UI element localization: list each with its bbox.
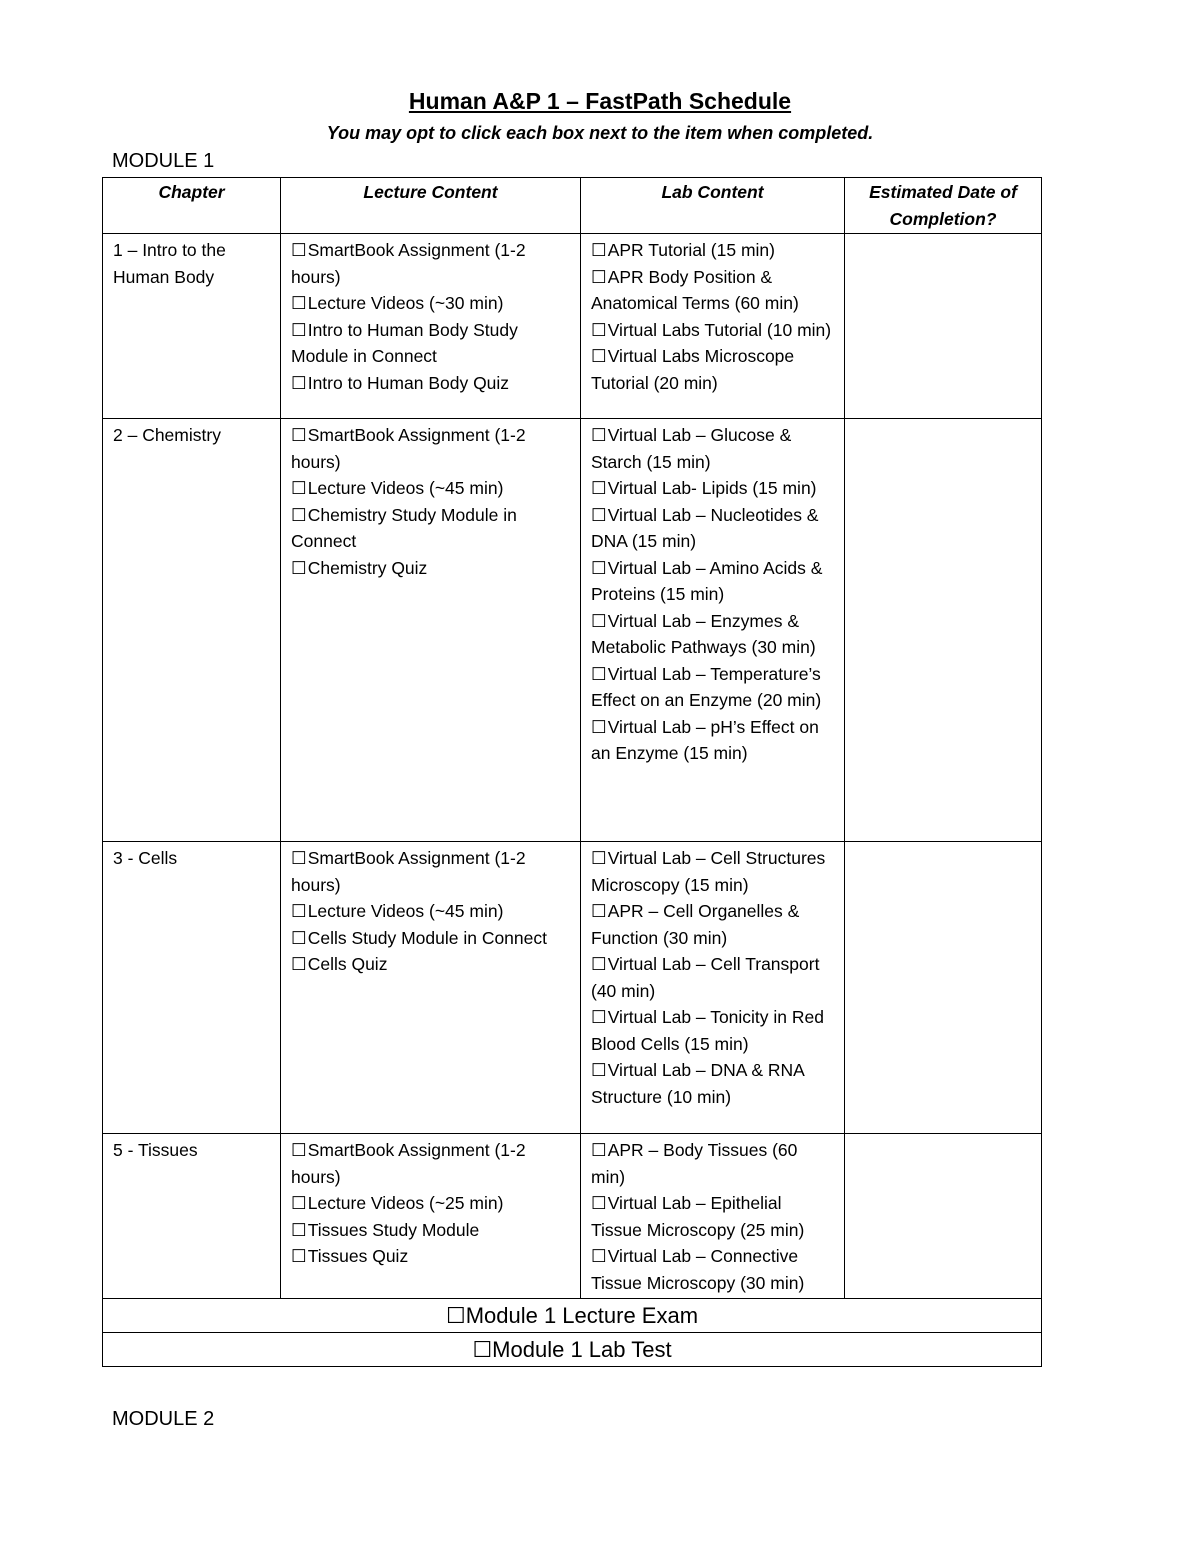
lab-checklist-item[interactable] — [591, 502, 836, 555]
estimated-date-cell[interactable] — [845, 419, 1042, 842]
checkbox-icon[interactable]: ☐ — [591, 610, 607, 631]
checkbox-icon[interactable]: ☐ — [591, 1007, 607, 1027]
table-header-row — [103, 178, 1042, 234]
lecture-checklist-item[interactable] — [291, 845, 572, 898]
lab-checklist-item[interactable] — [591, 237, 836, 264]
estimated-date-cell[interactable] — [845, 1134, 1042, 1299]
checkbox-icon[interactable]: ☐ — [291, 1246, 307, 1266]
column-header-estimated-date: Estimated Date of Completion? — [845, 178, 1042, 234]
lab-item-label: Virtual Lab – Cell Transport (40 min) — [591, 954, 820, 1001]
lecture-checklist-item[interactable] — [291, 951, 572, 978]
lab-item-label: Virtual Lab – Cell Structures Microscopy (15 min) — [591, 848, 826, 895]
checkbox-icon[interactable]: ☐ — [591, 1140, 607, 1160]
lab-checklist-item[interactable] — [591, 714, 836, 767]
module-1-heading: MODULE 1 — [112, 150, 215, 172]
module-1-schedule-table — [102, 177, 1042, 1367]
checkbox-icon[interactable]: ☐ — [445, 1303, 466, 1328]
lecture-exam-row — [103, 1299, 1042, 1333]
checkbox-icon[interactable]: ☐ — [291, 293, 307, 313]
checkbox-icon[interactable]: ☐ — [291, 240, 307, 260]
lecture-item-label: Cells Quiz — [307, 954, 388, 974]
lab-checklist-item[interactable] — [591, 264, 836, 317]
estimated-date-cell[interactable] — [845, 234, 1042, 419]
checkbox-icon[interactable]: ☐ — [291, 504, 307, 525]
checkbox-icon[interactable]: ☐ — [591, 1060, 607, 1080]
lecture-content-cell — [281, 842, 581, 1134]
lab-checklist-item[interactable] — [591, 343, 836, 396]
checkbox-icon[interactable]: ☐ — [472, 1337, 493, 1362]
lecture-checklist-item[interactable] — [291, 317, 572, 370]
document-subtitle: You may opt to click each box next to the item when completed. — [326, 123, 874, 143]
checkbox-icon[interactable]: ☐ — [591, 848, 607, 868]
lab-item-label: Virtual Labs Microscope Tutorial (20 min) — [591, 346, 795, 393]
checkbox-icon[interactable]: ☐ — [291, 372, 307, 393]
checkbox-icon[interactable]: ☐ — [591, 346, 607, 366]
lecture-item-label: Lecture Videos (~25 min) — [307, 1193, 504, 1213]
checkbox-icon[interactable]: ☐ — [591, 504, 607, 525]
lecture-checklist-item[interactable] — [291, 502, 572, 555]
lecture-checklist-item[interactable] — [291, 1190, 572, 1217]
checkbox-icon[interactable]: ☐ — [591, 557, 607, 578]
lab-item-label: Virtual Lab – Epithelial Tissue Microscopy (25 min) — [591, 1193, 805, 1240]
checkbox-icon[interactable]: ☐ — [291, 848, 307, 868]
lecture-item-label: SmartBook Assignment (1-2 hours) — [291, 1140, 526, 1187]
lecture-item-label: Intro to Human Body Quiz — [307, 372, 510, 393]
lab-checklist-item[interactable] — [591, 845, 836, 898]
lab-test-row — [103, 1333, 1042, 1367]
schedule-body — [103, 234, 1042, 1299]
chapter-cell: 2 – Chemistry — [103, 419, 281, 842]
estimated-date-cell[interactable] — [845, 842, 1042, 1134]
lab-item-label: Virtual Labs Tutorial (10 min) — [607, 319, 832, 340]
checkbox-icon[interactable]: ☐ — [591, 954, 607, 974]
lecture-checklist-item[interactable] — [291, 1137, 572, 1190]
chapter-cell: 3 - Cells — [103, 842, 281, 1134]
lab-item-label: APR – Body Tissues (60 min) — [591, 1140, 798, 1187]
checkbox-icon[interactable]: ☐ — [591, 240, 607, 260]
lab-checklist-item[interactable] — [591, 1004, 836, 1057]
table-row — [103, 234, 1042, 419]
lab-content-cell — [581, 234, 845, 419]
lab-content-cell — [581, 419, 845, 842]
checkbox-icon[interactable]: ☐ — [291, 927, 307, 948]
checkbox-icon[interactable]: ☐ — [591, 266, 607, 287]
lab-checklist-item[interactable] — [591, 317, 836, 344]
lecture-item-label: Tissues Quiz — [307, 1246, 409, 1266]
lab-test-cell[interactable] — [103, 1333, 1042, 1367]
lecture-exam-cell[interactable] — [103, 1299, 1042, 1333]
lab-checklist-item[interactable] — [591, 475, 836, 502]
checkbox-icon[interactable]: ☐ — [591, 663, 607, 684]
lecture-checklist-item[interactable] — [291, 475, 572, 502]
checkbox-icon[interactable]: ☐ — [291, 1219, 307, 1240]
lab-item-label: APR Body Position & Anatomical Terms (60 min) — [591, 266, 799, 313]
checkbox-icon[interactable]: ☐ — [291, 901, 307, 921]
lab-content-cell — [581, 1134, 845, 1299]
checkbox-icon[interactable]: ☐ — [291, 1140, 307, 1160]
lecture-item-label: Chemistry Quiz — [307, 557, 428, 578]
lecture-content-cell — [281, 1134, 581, 1299]
lab-checklist-item[interactable] — [591, 1190, 836, 1243]
lab-checklist-item[interactable] — [591, 1137, 836, 1190]
lab-item-label: APR – Cell Organelles & Function (30 min) — [591, 901, 800, 948]
checkbox-icon[interactable]: ☐ — [291, 1193, 307, 1213]
lab-item-label: Virtual Lab – Enzymes & Metabolic Pathways (30 min) — [591, 610, 816, 657]
checkbox-icon[interactable]: ☐ — [591, 1193, 607, 1213]
document-title: Human A&P 1 – FastPath Schedule — [408, 88, 792, 114]
column-header-lab-content: Lab Content — [581, 178, 845, 234]
checkbox-icon[interactable]: ☐ — [291, 425, 307, 445]
lecture-item-label: Intro to Human Body Study Module in Connect — [291, 319, 518, 366]
lab-checklist-item[interactable] — [591, 555, 836, 608]
lecture-item-label: Chemistry Study Module in Connect — [291, 504, 517, 551]
lecture-checklist-item[interactable] — [291, 1217, 572, 1244]
lecture-checklist-item[interactable] — [291, 925, 572, 952]
lecture-item-label: SmartBook Assignment (1-2 hours) — [291, 425, 526, 472]
lecture-item-label: Lecture Videos (~30 min) — [307, 293, 504, 313]
lecture-item-label: SmartBook Assignment (1-2 hours) — [291, 848, 526, 895]
module-2-heading: MODULE 2 — [112, 1408, 215, 1430]
lab-test-label: Module 1 Lab Test — [492, 1337, 672, 1362]
checkbox-icon[interactable]: ☐ — [291, 954, 307, 974]
lab-checklist-item[interactable] — [591, 608, 836, 661]
table-row — [103, 1134, 1042, 1299]
table-row — [103, 842, 1042, 1134]
checkbox-icon[interactable]: ☐ — [291, 557, 307, 578]
checkbox-icon[interactable]: ☐ — [591, 716, 607, 737]
lecture-checklist-item[interactable] — [291, 555, 572, 582]
chapter-cell: 1 – Intro to the Human Body — [103, 234, 281, 419]
lecture-item-label: SmartBook Assignment (1-2 hours) — [291, 240, 526, 287]
checkbox-icon[interactable]: ☐ — [591, 478, 607, 498]
chapter-cell: 5 - Tissues — [103, 1134, 281, 1299]
lecture-item-label: Lecture Videos (~45 min) — [307, 478, 504, 498]
lab-checklist-item[interactable] — [591, 1057, 836, 1110]
checkbox-icon[interactable]: ☐ — [591, 425, 607, 445]
lab-content-cell — [581, 842, 845, 1134]
lab-checklist-item[interactable] — [591, 898, 836, 951]
lecture-checklist-item[interactable] — [291, 898, 572, 925]
lecture-exam-label: Module 1 Lecture Exam — [465, 1303, 699, 1328]
lecture-item-label: Lecture Videos (~45 min) — [307, 901, 504, 921]
lab-item-label: Virtual Lab – Amino Acids & Proteins (15 min) — [591, 557, 823, 604]
lab-item-label: Virtual Lab – Connective Tissue Microscopy (30 min) — [591, 1246, 805, 1293]
lab-checklist-item[interactable] — [591, 661, 836, 714]
lab-item-label: APR Tutorial (15 min) — [607, 240, 775, 260]
lab-item-label: Virtual Lab – Glucose & Starch (15 min) — [591, 425, 792, 472]
lecture-item-label: Tissues Study Module — [307, 1219, 480, 1240]
lab-item-label: Virtual Lab – DNA & RNA Structure (10 min) — [591, 1060, 804, 1107]
checkbox-icon[interactable]: ☐ — [591, 901, 607, 921]
lab-checklist-item[interactable] — [591, 951, 836, 1004]
lecture-checklist-item[interactable] — [291, 370, 572, 397]
column-header-chapter: Chapter — [103, 178, 281, 234]
checkbox-icon[interactable]: ☐ — [591, 1246, 607, 1266]
lecture-content-cell — [281, 419, 581, 842]
checkbox-icon[interactable]: ☐ — [291, 478, 307, 498]
lecture-checklist-item[interactable] — [291, 1243, 572, 1270]
lab-checklist-item[interactable] — [591, 1243, 836, 1296]
lab-item-label: Virtual Lab- Lipids (15 min) — [607, 478, 817, 498]
lecture-checklist-item[interactable] — [291, 290, 572, 317]
lab-item-label: Virtual Lab – Temperature’s Effect on an Enzyme (20 min) — [591, 663, 822, 710]
lab-checklist-item[interactable] — [591, 422, 836, 475]
checkbox-icon[interactable]: ☐ — [291, 319, 307, 340]
lab-item-label: Virtual Lab – pH’s Effect on an Enzyme (15 min) — [591, 716, 819, 763]
lecture-checklist-item[interactable] — [291, 237, 572, 290]
lab-item-label: Virtual Lab – Nucleotides & DNA (15 min) — [591, 504, 819, 551]
table-row — [103, 419, 1042, 842]
checkbox-icon[interactable]: ☐ — [591, 319, 607, 340]
lecture-checklist-item[interactable] — [291, 422, 572, 475]
lecture-item-label: Cells Study Module in Connect — [307, 927, 547, 948]
column-header-lecture-content: Lecture Content — [281, 178, 581, 234]
lecture-content-cell — [281, 234, 581, 419]
lab-item-label: Virtual Lab – Tonicity in Red Blood Cells (15 min) — [591, 1007, 824, 1054]
